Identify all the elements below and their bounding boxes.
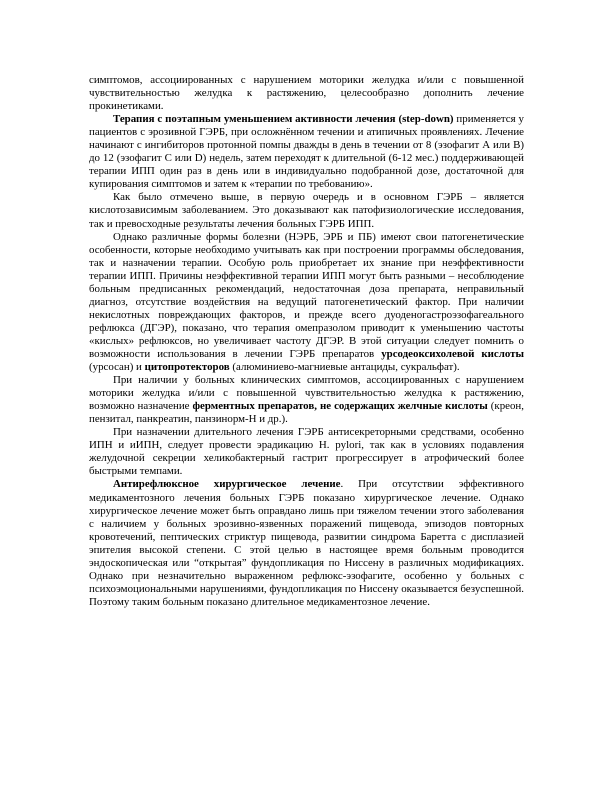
paragraph [89,478,524,608]
paragraph [89,374,524,426]
paragraph-text: . При отсутствии эффективного медикаментозного лечения больных ГЭРБ показано хирургическое лечение. Однако хирургическое лечение может быть оправдано лишь при тяжелом течении этого заболевания с наличием у больных эрозивно-язвенных поражений пищевода, эпизодов повторных кровотечений, пептических стриктур пищевода, развитии синдрома Баретта с дисплазией эпителия высокой степени. С этой целью в настоящее время больным проводится эндоскопическая или “открытая” фундопликация по Ниссену в различных модификациях. Однако при незначительно выраженном рефлюкс-эзофагите, особенно у больных с психоэмоциональными нарушениями, фундопликация по Ниссену оказывается безуспешной. Поэтому таким больным показано длительное медикаментозное лечение. [89,478,524,608]
bold-heading-text: Терапия с поэтапным уменьшением активности лечения (step-down) [113,113,454,126]
paragraph-text: При наличии у больных клинических симптомов, ассоциированных с нарушением моторики желудка и/или с повышенной чувствительностью желудка к растяжению, возможно назначение [89,374,524,413]
paragraph-text: применяется у пациентов с эрозивной ГЭРБ, при осложнённом течении и атипичных проявлениях. Лечение начинают с ингибиторов протонной помпы дважды в день в течении от 8 (эзофагит А или В) до 12 (эзофагит С или D) недель, затем переходят к длительной (6-12 мес.) поддерживающей терапии ИПП один раз в день или в индивидуально подобранной дозе, достаточной для купирования симптомов и затем к «терапии по требованию». [89,113,524,191]
paragraph [89,113,524,191]
paragraph-text: (алюминиево-магниевые антациды, сукральфат). [229,361,460,374]
paragraph-text: симптомов, ассоциированных с нарушением моторики желудка и/или с повышенной чувствительностью желудка к растяжению, целесообразно дополнить лечение прокинетиками. [89,74,524,113]
paragraph-text: (креон, пензитал, панкреатин, панзинорм-Н и др.). [89,400,524,426]
paragraph [89,426,524,478]
paragraph [89,74,524,113]
paragraph [89,191,524,230]
bold-term: ферментных препаратов, не содержащих желчные кислоты [192,400,488,413]
bold-heading-text: Антирефлюксное хирургическое лечение [113,478,341,491]
document-body [89,74,524,609]
paragraph [89,231,524,375]
paragraph-text: Как было отмечено выше, в первую очередь и в основном ГЭРБ – является кислотозависимым заболеванием. Это доказывают как патофизиологические исследования, так и превосходные результаты лечения больных ГЭРБ ИПП. [89,191,524,230]
bold-term: цитопротекторов [144,361,230,374]
paragraph-text: Однако различные формы болезни (НЭРБ, ЭРБ и ПБ) имеют свои патогенетические особенности, которые необходимо учитывать как при построении программы обследования, так и назначении терапии. Особую роль приобретает их знание при неэффективности терапии ИПП. Причины неэффективной терапии ИПП могут быть разными – несоблюдение больным предписанных рекомендаций, недостаточная доза препарата, неправильный диагноз, отсутствие воздействия на ведущий патогенетический фактор. При наличии некислотных повреждающих факторов, и прежде всего дуоденогастроэзофагеального рефлюкса (ДГЭР), показано, что терапия омепразолом приводит к уменьшению частоты «кислых» рефлюксов, но увеличивает частоту ДГЭР. В этой ситуации следует помнить о возможности использования в лечении ГЭРБ препаратов [89,230,524,360]
bold-term: урсодеоксихолевой кислоты [381,347,524,360]
paragraph-text: При назначении длительного лечения ГЭРБ антисекреторными средствами, особенно ИПН и иИПН, следует провести эрадикацию H. pylori, так как в условиях подавления желудочной секреции хеликобактерный гастрит прогрессирует в атрофический более быстрыми темпами. [89,426,524,478]
paragraph-text: (урсосан) и [89,361,145,374]
